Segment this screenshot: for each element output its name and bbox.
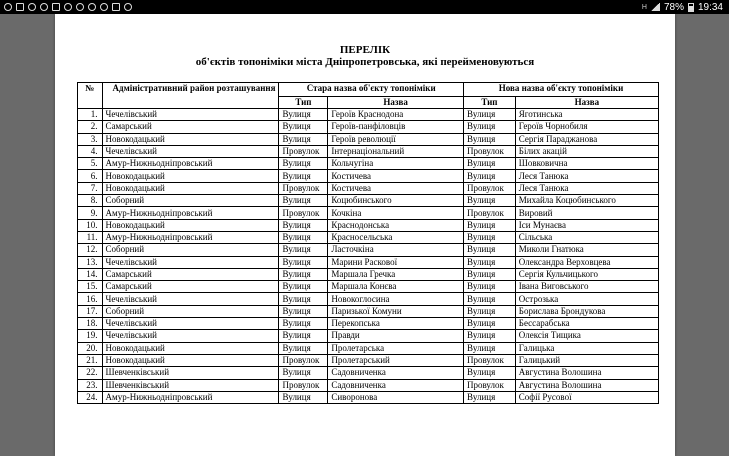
col-number-header: № xyxy=(78,83,103,109)
admin-district: Новокодацький xyxy=(102,354,279,366)
old-type: Вулиця xyxy=(279,158,328,170)
new-name: Леся Танюка xyxy=(515,182,658,194)
table-row xyxy=(78,391,659,403)
row-number: 16. xyxy=(78,293,103,305)
admin-district: Амур-Нижньодніпровський xyxy=(102,231,279,243)
row-number: 9. xyxy=(78,207,103,219)
old-type: Вулиця xyxy=(279,231,328,243)
new-type: Вулиця xyxy=(463,391,515,403)
row-number: 8. xyxy=(78,195,103,207)
old-type: Вулиця xyxy=(279,318,328,330)
old-name: Героїв Краснодона xyxy=(328,109,464,121)
old-name: Пролетарський xyxy=(328,354,464,366)
table-row xyxy=(78,293,659,305)
old-name: Красносельська xyxy=(328,231,464,243)
admin-district: Соборний xyxy=(102,195,279,207)
notification-icon xyxy=(52,3,60,11)
row-number: 21. xyxy=(78,354,103,366)
new-name: Іси Мунаєва xyxy=(515,219,658,231)
admin-district: Амур-Нижньодніпровський xyxy=(102,158,279,170)
new-type: Провулок xyxy=(463,182,515,194)
col-admin-header: Адміністративний район розташування xyxy=(102,83,279,109)
new-type: Провулок xyxy=(463,145,515,157)
new-type: Провулок xyxy=(463,354,515,366)
renaming-table xyxy=(77,82,659,404)
new-type: Провулок xyxy=(463,207,515,219)
new-name: Августина Волошина xyxy=(515,379,658,391)
new-type: Вулиця xyxy=(463,256,515,268)
new-name: Острозька xyxy=(515,293,658,305)
table-row xyxy=(78,256,659,268)
old-type: Провулок xyxy=(279,379,328,391)
notification-icon xyxy=(76,3,84,11)
admin-district: Новокодацький xyxy=(102,170,279,182)
table-row xyxy=(78,121,659,133)
old-name: Садовниченка xyxy=(328,379,464,391)
row-number: 24. xyxy=(78,391,103,403)
row-number: 23. xyxy=(78,379,103,391)
new-type: Вулиця xyxy=(463,121,515,133)
new-name: Героїв Чорнобиля xyxy=(515,121,658,133)
old-type: Вулиця xyxy=(279,268,328,280)
old-type: Провулок xyxy=(279,354,328,366)
new-type: Вулиця xyxy=(463,330,515,342)
table-row xyxy=(78,170,659,182)
table-row xyxy=(78,342,659,354)
old-type: Вулиця xyxy=(279,305,328,317)
new-type: Вулиця xyxy=(463,281,515,293)
notification-icon xyxy=(88,3,96,11)
signal-icon xyxy=(651,3,660,11)
new-type: Вулиця xyxy=(463,231,515,243)
table-row xyxy=(78,305,659,317)
old-name: Героїв революції xyxy=(328,133,464,145)
table-body xyxy=(78,109,659,404)
new-name: Шовковична xyxy=(515,158,658,170)
old-name: Новокоглосина xyxy=(328,293,464,305)
admin-district: Новокодацький xyxy=(102,133,279,145)
admin-district: Соборний xyxy=(102,244,279,256)
notification-icon xyxy=(64,3,72,11)
old-name: Маршала Конєва xyxy=(328,281,464,293)
row-number: 3. xyxy=(78,133,103,145)
old-name: Кольчугіна xyxy=(328,158,464,170)
admin-district: Чечелівський xyxy=(102,109,279,121)
admin-district: Новокодацький xyxy=(102,219,279,231)
battery-icon xyxy=(688,3,694,12)
old-type: Вулиця xyxy=(279,330,328,342)
notification-icon xyxy=(112,3,120,11)
notification-icon xyxy=(124,3,132,11)
admin-district: Шевченківський xyxy=(102,379,279,391)
new-type-header: Тип xyxy=(463,97,515,109)
admin-district: Чечелівський xyxy=(102,330,279,342)
title-line-1: ПЕРЕЛІК xyxy=(339,44,391,56)
document-page[interactable] xyxy=(55,14,675,456)
row-number: 4. xyxy=(78,145,103,157)
old-type: Вулиця xyxy=(279,391,328,403)
new-type: Вулиця xyxy=(463,170,515,182)
new-type: Провулок xyxy=(463,379,515,391)
row-number: 1. xyxy=(78,109,103,121)
old-name: Перекопська xyxy=(328,318,464,330)
new-name: Михайла Коцюбинського xyxy=(515,195,658,207)
new-name: Олександра Верховцева xyxy=(515,256,658,268)
notification-icons xyxy=(0,3,132,11)
new-type: Вулиця xyxy=(463,244,515,256)
new-type: Вулиця xyxy=(463,109,515,121)
new-type: Вулиця xyxy=(463,158,515,170)
new-name: Сергія Кульчицького xyxy=(515,268,658,280)
table-row xyxy=(78,133,659,145)
table-row xyxy=(78,158,659,170)
old-name: Паризької Комуни xyxy=(328,305,464,317)
row-number: 17. xyxy=(78,305,103,317)
admin-district: Новокодацький xyxy=(102,182,279,194)
admin-district: Соборний xyxy=(102,305,279,317)
table-row xyxy=(78,207,659,219)
old-name: Інтернаціональний xyxy=(328,145,464,157)
row-number: 6. xyxy=(78,170,103,182)
col-old-header: Стара назва об'єкту топоніміки xyxy=(279,83,464,97)
old-type: Вулиця xyxy=(279,195,328,207)
row-number: 22. xyxy=(78,367,103,379)
table-row xyxy=(78,354,659,366)
admin-district: Самарський xyxy=(102,268,279,280)
admin-district: Амур-Нижньодніпровський xyxy=(102,207,279,219)
network-type: H xyxy=(641,3,647,11)
status-bar xyxy=(0,0,729,14)
new-name: Білих акацій xyxy=(515,145,658,157)
new-name: Яготинська xyxy=(515,109,658,121)
row-number: 19. xyxy=(78,330,103,342)
old-type: Вулиця xyxy=(279,293,328,305)
new-name: Миколи Гнатюка xyxy=(515,244,658,256)
new-name: Івана Виговського xyxy=(515,281,658,293)
old-name: Героїв-панфіловців xyxy=(328,121,464,133)
old-type: Вулиця xyxy=(279,219,328,231)
new-type: Вулиця xyxy=(463,367,515,379)
table-row xyxy=(78,330,659,342)
row-number: 15. xyxy=(78,281,103,293)
table-row xyxy=(78,231,659,243)
row-number: 7. xyxy=(78,182,103,194)
old-type: Провулок xyxy=(279,207,328,219)
old-name: Правди xyxy=(328,330,464,342)
new-type: Вулиця xyxy=(463,268,515,280)
table-row xyxy=(78,318,659,330)
old-type: Вулиця xyxy=(279,244,328,256)
old-type: Вулиця xyxy=(279,109,328,121)
old-type: Вулиця xyxy=(279,342,328,354)
table-row xyxy=(78,281,659,293)
old-type: Вулиця xyxy=(279,256,328,268)
table-row xyxy=(78,109,659,121)
notification-icon xyxy=(4,3,12,11)
admin-district: Чечелівський xyxy=(102,318,279,330)
old-name: Маршала Гречка xyxy=(328,268,464,280)
table-row xyxy=(78,195,659,207)
new-type: Вулиця xyxy=(463,342,515,354)
new-name: Сільська xyxy=(515,231,658,243)
old-type: Вулиця xyxy=(279,170,328,182)
col-new-header: Нова назва об'єкту топоніміки xyxy=(463,83,658,97)
old-name: Коцюбинського xyxy=(328,195,464,207)
new-name: Августина Волошина xyxy=(515,367,658,379)
old-name: Краснодонська xyxy=(328,219,464,231)
old-name: Костичева xyxy=(328,182,464,194)
notification-icon xyxy=(40,3,48,11)
new-type: Вулиця xyxy=(463,305,515,317)
old-name-header: Назва xyxy=(328,97,464,109)
admin-district: Амур-Нижньодніпровський xyxy=(102,391,279,403)
document-title xyxy=(55,44,675,68)
admin-district: Самарський xyxy=(102,121,279,133)
status-right xyxy=(642,2,729,13)
admin-district: Шевченківський xyxy=(102,367,279,379)
table-row xyxy=(78,145,659,157)
admin-district: Самарський xyxy=(102,281,279,293)
admin-district: Новокодацький xyxy=(102,342,279,354)
row-number: 18. xyxy=(78,318,103,330)
new-name: Галицький xyxy=(515,354,658,366)
old-type: Провулок xyxy=(279,182,328,194)
table-row xyxy=(78,244,659,256)
old-name: Сиворонова xyxy=(328,391,464,403)
title-line-2: об'єктів топоніміки міста Дніпропетровська, які перейменовуються xyxy=(195,56,535,68)
old-name: Пролетарська xyxy=(328,342,464,354)
old-name: Марини Раскової xyxy=(328,256,464,268)
new-name: Сергія Параджанова xyxy=(515,133,658,145)
row-number: 5. xyxy=(78,158,103,170)
row-number: 13. xyxy=(78,256,103,268)
row-number: 11. xyxy=(78,231,103,243)
new-name: Бориславa Брондукова xyxy=(515,305,658,317)
admin-district: Чечелівський xyxy=(102,293,279,305)
old-type: Вулиця xyxy=(279,281,328,293)
old-type: Вулиця xyxy=(279,367,328,379)
old-name: Костичева xyxy=(328,170,464,182)
new-name: Галицька xyxy=(515,342,658,354)
new-name: Вировий xyxy=(515,207,658,219)
new-name: Бессарабська xyxy=(515,318,658,330)
row-number: 2. xyxy=(78,121,103,133)
new-type: Вулиця xyxy=(463,219,515,231)
admin-district: Чечелівський xyxy=(102,256,279,268)
notification-icon xyxy=(100,3,108,11)
table-row xyxy=(78,379,659,391)
table-row xyxy=(78,182,659,194)
new-name-header: Назва xyxy=(515,97,658,109)
admin-district: Чечелівський xyxy=(102,145,279,157)
table-row xyxy=(78,219,659,231)
old-type: Вулиця xyxy=(279,133,328,145)
new-type: Вулиця xyxy=(463,318,515,330)
new-name: Софії Русової xyxy=(515,391,658,403)
table-row xyxy=(78,367,659,379)
new-type: Вулиця xyxy=(463,133,515,145)
new-name: Леся Танюка xyxy=(515,170,658,182)
old-name: Ласточкіна xyxy=(328,244,464,256)
row-number: 10. xyxy=(78,219,103,231)
notification-icon xyxy=(28,3,36,11)
old-name: Садовниченка xyxy=(328,367,464,379)
row-number: 20. xyxy=(78,342,103,354)
old-name: Кочкіна xyxy=(328,207,464,219)
new-type: Вулиця xyxy=(463,293,515,305)
new-type: Вулиця xyxy=(463,195,515,207)
battery-percent: 78% xyxy=(663,1,684,13)
notification-icon xyxy=(16,3,24,11)
clock: 19:34 xyxy=(697,1,723,13)
old-type: Вулиця xyxy=(279,121,328,133)
row-number: 12. xyxy=(78,244,103,256)
row-number: 14. xyxy=(78,268,103,280)
old-type: Провулок xyxy=(279,145,328,157)
table-row xyxy=(78,268,659,280)
old-type-header: Тип xyxy=(279,97,328,109)
new-name: Олексія Тищика xyxy=(515,330,658,342)
